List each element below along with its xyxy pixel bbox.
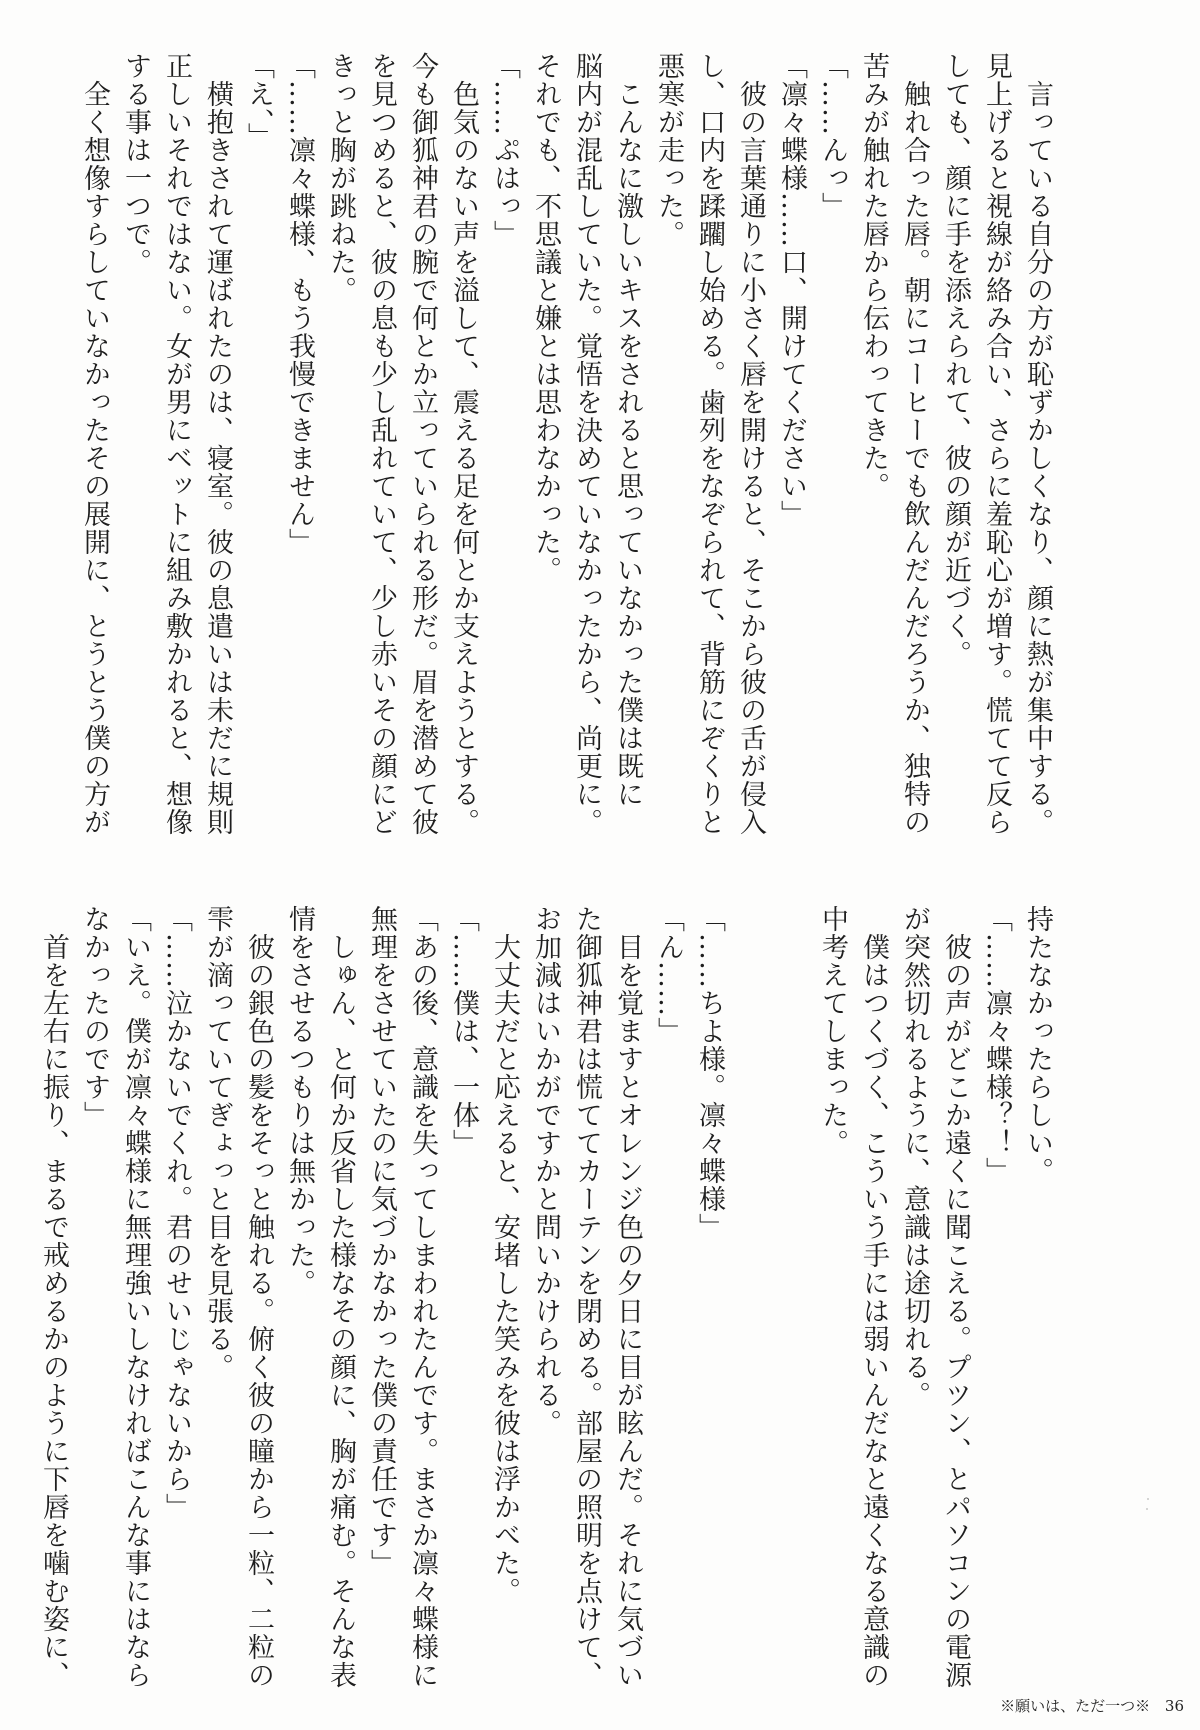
text-column: 僕はつくづく、こういう手には弱いんだなと遠くなる意識の	[858, 905, 889, 1689]
text-column: 触れ合った唇。朝にコーヒーでも飲んだんだろうか、独特の	[899, 52, 930, 836]
paper-speck	[1147, 1498, 1149, 1500]
text-block-upper	[79, 52, 1058, 852]
text-column: しても、顔に手を添えられて、彼の顔が近づく。	[940, 52, 971, 668]
page-number: 36	[1164, 1697, 1184, 1715]
text-column: こんなに激しいキスをされると思っていなかった僕は既に	[612, 52, 643, 808]
text-column: 苦みが触れた唇から伝わってきた。	[858, 52, 889, 500]
text-column: 持たなかったらしい。	[1022, 905, 1053, 1185]
text-column: 今も御狐神君の腕で何とか立っていられる形だ。眉を潜めて彼	[407, 52, 438, 836]
text-column: 正しいそれではない。女が男にベットに組み敷かれると、想像	[161, 52, 192, 836]
text-column: が突然切れるように、意識は途切れる。	[899, 905, 930, 1409]
text-column: 中考えてしまった。	[817, 905, 848, 1157]
text-column: 「……凛々蝶様、もう我慢できません」	[284, 52, 315, 556]
text-column: 「ん……」	[653, 905, 684, 1045]
text-column: 彼の声がどこか遠くに聞こえる。プツン、とパソコンの電源	[940, 905, 971, 1689]
text-column: 雫が滴っていてぎょっと目を見張る。	[202, 905, 233, 1381]
text-column: 見上げると視線が絡み合い、さらに羞恥心が増す。慌てて反ら	[981, 52, 1012, 836]
text-block-lower	[38, 905, 1058, 1689]
text-column: し、口内を蹂躙し始める。歯列をなぞられて、背筋にぞくりと	[694, 52, 725, 836]
text-column: 無理をさせていたのに気づかなかった僕の責任です」	[366, 905, 397, 1577]
text-column: 全く想像すらしていなかったその展開に、とうとう僕の方が	[79, 52, 110, 836]
text-column: 大丈夫だと応えると、安堵した笑みを彼は浮かべた。	[489, 905, 520, 1605]
text-column: 彼の銀色の髪をそっと触れる。俯く彼の瞳から一粒、二粒の	[243, 905, 274, 1689]
text-column: 「……凛々蝶様？！」	[981, 905, 1012, 1185]
text-column: 「あの後、意識を失ってしまわれたんです。まさか凛々蝶様に	[407, 905, 438, 1689]
text-column: しゅん、と何か反省した様なその顔に、胸が痛む。そんな表	[325, 905, 356, 1689]
text-column: 目を覚ますとオレンジ色の夕日に目が眩んだ。それに気づい	[612, 905, 643, 1689]
text-column: 「……ちよ様。凛々蝶様」	[694, 905, 725, 1241]
text-column: 情をさせるつもりは無かった。	[284, 905, 315, 1297]
text-column: 悪寒が走った。	[653, 52, 684, 248]
text-column: 言っている自分の方が恥ずかしくなり、顔に熱が集中する。	[1022, 52, 1053, 836]
text-column: 横抱きされて運ばれたのは、寝室。彼の息遣いは未だに規則	[202, 52, 233, 836]
text-column	[771, 905, 812, 1685]
text-column: お加減はいかがですかと問いかけられる。	[530, 905, 561, 1437]
text-column: 色気のない声を溢して、震える足を何とか支えようとする。	[448, 52, 479, 836]
text-column: を見つめると、彼の息も少し乱れていて、少し赤いその顔にど	[366, 52, 397, 836]
text-column: 「……ぷはっ」	[489, 52, 520, 248]
text-column: する事は一つで。	[120, 52, 151, 276]
paper-speck	[1146, 1508, 1148, 1510]
text-column: 「いえ。僕が凛々蝶様に無理強いしなければこんな事にはなら	[120, 905, 151, 1689]
text-column: 「……僕は、一体」	[448, 905, 479, 1157]
text-column: 「え、」	[243, 52, 274, 151]
text-column: 「……泣かないでくれ。君のせいじゃないから」	[161, 905, 192, 1521]
text-column: 「凛々蝶様……口、開けてください」	[776, 52, 807, 528]
page-footer	[1000, 1695, 1184, 1716]
text-column: なかったのです」	[79, 905, 110, 1129]
text-column: 脳内が混乱していた。覚悟を決めていなかったから、尚更に。	[571, 52, 602, 836]
text-column: きっと胸が跳ねた。	[325, 52, 356, 304]
text-column: 「……んっ」	[817, 52, 848, 220]
running-title: ※願いは、ただ一つ※	[1000, 1697, 1151, 1715]
text-column: 首を左右に振り、まるで戒めるかのように下唇を噛む姿に、	[38, 905, 69, 1689]
text-column: 彼の言葉通りに小さく唇を開けると、そこから彼の舌が侵入	[735, 52, 766, 836]
text-column	[730, 905, 771, 1685]
text-column: た御狐神君は慌ててカーテンを閉める。部屋の照明を点けて、	[571, 905, 602, 1689]
text-column: それでも、不思議と嫌とは思わなかった。	[530, 52, 561, 584]
